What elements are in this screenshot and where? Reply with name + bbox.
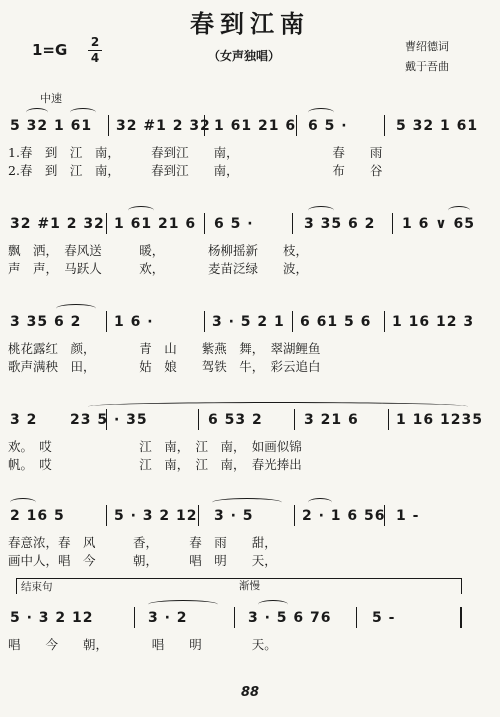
slur-mark (308, 206, 334, 215)
measure-notes: 23 5 · 35 (70, 412, 148, 428)
bar-line (234, 607, 235, 628)
music-system-1 (8, 112, 478, 178)
notation-row (8, 502, 478, 532)
bar-line (134, 607, 135, 628)
bar-line (106, 213, 107, 234)
music-system-5 (8, 502, 478, 568)
measure-notes: 32 #1 2 32 (10, 216, 105, 232)
lyric-line (8, 356, 478, 374)
notation-row (8, 210, 478, 240)
bar-line (388, 409, 389, 430)
slur-mark (88, 402, 468, 411)
measure-notes: 1 6 ∨ 65 (402, 216, 475, 232)
bar-line (384, 311, 385, 332)
measure-notes: 3 35 6 2 (10, 314, 82, 330)
notation-row (8, 406, 483, 436)
lyric-text: 唱 今 朝， 唱 明 天。 (8, 637, 277, 652)
measure-notes: 1 16 12 3 (392, 314, 475, 330)
measure-notes: 5 32 1 61 (10, 118, 93, 134)
lyric-line (8, 258, 478, 276)
notation-row (8, 112, 478, 142)
measure-notes: 6 5 · (308, 118, 348, 134)
measure-notes: 5 32 1 61 (396, 118, 479, 134)
bar-line (204, 213, 205, 234)
time-signature-bottom: 4 (90, 51, 100, 65)
bar-line (292, 311, 293, 332)
measure-notes: 5 · 3 2 12 (114, 508, 198, 524)
slur-mark (258, 600, 288, 609)
lyric-line (8, 634, 478, 652)
measure-notes: 6 61 5 6 (300, 314, 372, 330)
slur-mark (448, 206, 470, 215)
measure-notes: 5 - (372, 610, 396, 626)
lyric-line (8, 142, 478, 160)
lyricist-credit: 曹绍德词 (405, 40, 449, 53)
lyric-text: 1.春 到 江 南， 春到江 南， 春 雨 (8, 145, 383, 160)
bar-line (294, 505, 295, 526)
dim-marking: 渐慢 (239, 580, 260, 592)
measure-notes: 3 · 5 (214, 508, 254, 524)
bar-line (204, 311, 205, 332)
measure-notes: 3 · 5 6 76 (248, 610, 332, 626)
slur-mark (70, 108, 96, 117)
bar-line (356, 607, 357, 628)
measure-notes: 5 · 3 2 12 (10, 610, 94, 626)
bar-line (296, 115, 297, 136)
bar-line (198, 409, 199, 430)
measure-notes: 1 61 21 6 (214, 118, 297, 134)
measure-notes: 2 · 1 6 56 (302, 508, 386, 524)
slur-mark (308, 108, 334, 117)
time-signature-top: 2 (90, 35, 100, 49)
slur-mark (26, 108, 48, 117)
lyric-text: 春意浓，春 风 香， 春 雨 甜， (8, 535, 277, 550)
measure-notes: 1 61 21 6 (114, 216, 197, 232)
slur-mark (128, 206, 154, 215)
lyric-line (8, 240, 478, 258)
ending-label: 结束句 (21, 581, 53, 593)
lyric-line (8, 160, 478, 178)
song-title: 春到江南 (190, 9, 310, 38)
measure-notes: 3 · 2 (148, 610, 188, 626)
lyric-text: 画中人，唱 今 朝， 唱 明 天， (8, 553, 277, 568)
composer-credit: 戴于吾曲 (405, 60, 449, 73)
lyric-text: 声 声， 马跃人 欢， 麦苗泛绿 波， (8, 261, 309, 276)
measure-notes: 3 · 5 2 1 (212, 314, 285, 330)
lyric-text: 帆。 哎 江 南， 江 南， 春光捧出 (8, 457, 302, 472)
measure-notes: 3 35 6 2 (304, 216, 376, 232)
bar-line (384, 115, 385, 136)
measure-notes: 1 - (396, 508, 420, 524)
lyric-text: 桃花露红 颜， 青 山 紫燕 舞， 翠湖鲤鱼 (8, 341, 321, 356)
measure-notes: 1 6 · (114, 314, 154, 330)
measure-notes: 1 16 1235 (396, 412, 483, 428)
bar-line (294, 409, 295, 430)
lyric-text: 2.春 到 江 南， 春到江 南， 布 谷 (8, 163, 383, 178)
lyric-text: 飘 洒， 春风送 暖， 杨柳摇新 枝， (8, 243, 309, 258)
song-subtitle: （女声独唱） (208, 49, 281, 63)
measure-notes: 3 21 6 (304, 412, 359, 428)
measure-notes: 6 5 · (214, 216, 254, 232)
measure-notes: 6 53 2 (208, 412, 263, 428)
bar-line (198, 505, 199, 526)
final-bar-line (460, 607, 462, 628)
key-signature: 1=G (32, 41, 68, 59)
lyric-line (8, 436, 478, 454)
measure-notes: 3 2 (10, 412, 38, 428)
slur-mark (212, 498, 282, 507)
measure-notes: 32 #1 2 32 (116, 118, 211, 134)
bar-line (106, 505, 107, 526)
lyric-line (8, 338, 478, 356)
measure-notes: 2 16 5 (10, 508, 65, 524)
notation-row (8, 604, 478, 634)
music-system-2 (8, 210, 478, 276)
tempo-marking: 中速 (40, 92, 62, 105)
lyric-text: 欢。 哎 江 南， 江 南， 如画似锦 (8, 439, 302, 454)
bar-line (106, 311, 107, 332)
music-system-3 (8, 308, 478, 374)
lyric-line (8, 454, 478, 472)
bar-line (392, 213, 393, 234)
music-system-4 (8, 406, 483, 472)
time-signature (88, 36, 102, 65)
lyric-line (8, 532, 478, 550)
music-system-6 (8, 604, 478, 652)
bar-line (292, 213, 293, 234)
lyric-line (8, 550, 478, 568)
notation-row (8, 308, 478, 338)
bar-line (108, 115, 109, 136)
slur-mark (308, 498, 332, 507)
slur-mark (148, 600, 218, 609)
slur-mark (56, 304, 96, 313)
page-number: 88 (240, 685, 260, 700)
lyric-text: 歌声满秧 田， 姑 娘 驾铁 牛， 彩云追白 (8, 359, 321, 374)
slur-mark (10, 498, 36, 507)
